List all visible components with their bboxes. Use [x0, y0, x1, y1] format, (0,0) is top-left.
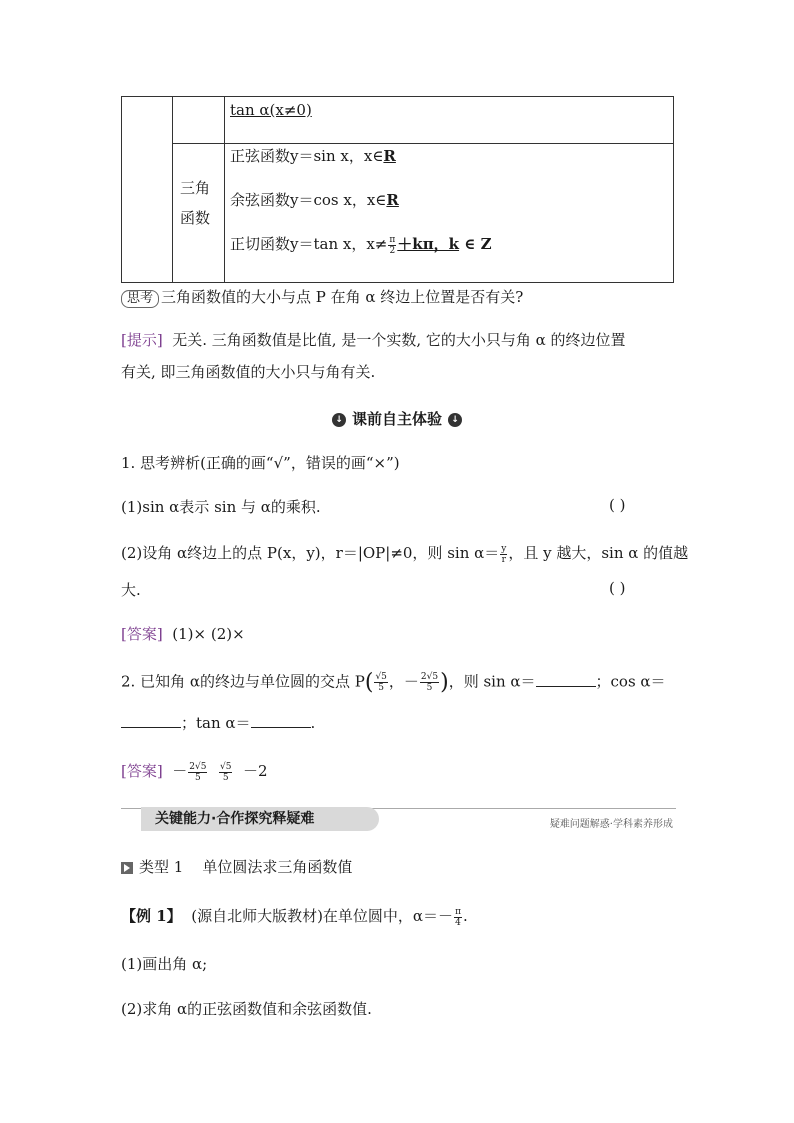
cos-blank[interactable] — [121, 713, 181, 728]
sin-domain: R — [383, 147, 396, 165]
q1-item2-cont: 大. — [121, 581, 141, 599]
table-col-divider-1 — [172, 97, 173, 282]
answer-label: [答案] — [121, 762, 163, 780]
think-question: 思考 三角函数值的大小与点 P 在角 α 终边上位置是否有关? — [121, 286, 523, 308]
example-1: 【例 1】 (源自北师大版教材)在单位圆中，α＝－ $\frac{\pi}{4}$ . — [121, 906, 468, 928]
table-col-divider-2 — [224, 97, 225, 282]
type-heading: 类型 1 单位圆法求三角函数值 — [121, 856, 352, 877]
answer-paren-2: ( ) — [609, 579, 626, 597]
tan-function-row: 正切函数y＝tan x，x≠ $\frac{\pi}{2}$ ＋kπ，k ∈ Z — [230, 234, 492, 256]
q2-line1: 2. 已知角 α的终边与单位圆的交点 P( $\frac{√5}{5}$ ，－ $\frac{2√5}{5}$ )，则 sin α＝ ；cos α＝ — [121, 670, 666, 695]
play-triangle-icon — [121, 862, 133, 874]
tan-domain: ＋kπ，k — [397, 235, 460, 253]
sin-blank[interactable] — [536, 672, 596, 687]
answer-1-fraction: $\frac{2√5}{5}$ — [189, 761, 207, 783]
think-badge: 思考 — [121, 290, 159, 308]
pi-over-4-fraction: $\frac{\pi}{4}$ — [455, 906, 461, 928]
answer-label: [答案] — [121, 625, 163, 643]
chapter-banner: 关键能力·合作探究释疑难 — [141, 807, 379, 831]
table-label-line1: 三角 — [180, 179, 211, 197]
sin-text: 正弦函数y＝sin x，x∈ — [230, 147, 384, 165]
example-1-item1: (1)画出角 α; — [121, 955, 208, 973]
tan-text: 正切函数y＝tan x，x≠ — [230, 235, 388, 253]
q2-line2: ；tan α＝ . — [121, 712, 315, 733]
q1-title: 1. 思考辨析(正确的画“√”，错误的画“×”) — [121, 454, 400, 472]
point-x-fraction: $\frac{√5}{5}$ — [375, 672, 387, 693]
example-label: 【例 1】 — [121, 907, 182, 925]
q1-item2: (2)设角 α终边上的点 P(x，y)，r＝|OP|≠0，则 sin α＝ $\frac{y}{r}$ ，且 y 越大，sin α 的值越 — [121, 543, 689, 565]
tan-fraction: $\frac{\pi}{2}$ — [389, 234, 396, 256]
q1-item1: (1)sin α表示 sin 与 α的乘积. — [121, 498, 321, 516]
cos-function-row — [230, 189, 399, 210]
answer-paren-1: ( ) — [609, 496, 626, 514]
section-heading: ↓ 课前自主体验 ↓ — [0, 408, 794, 429]
cos-text: 余弦函数y＝cos x，x∈ — [230, 191, 387, 209]
point-y-fraction: $\frac{2√5}{5}$ — [420, 672, 439, 693]
arrow-down-icon: ↓ — [448, 413, 462, 427]
banner-subtitle: 疑难问题解惑·学科素养形成 — [549, 819, 673, 830]
hint-label: [提示] — [121, 331, 163, 349]
example-1-item2: (2)求角 α的正弦函数值和余弦函数值. — [121, 1000, 372, 1018]
answer-2-fraction: $\frac{√5}{5}$ — [220, 761, 232, 783]
table-label-line2: 函数 — [180, 209, 211, 227]
cos-domain: R — [386, 191, 399, 209]
q2-answer: [答案] － $\frac{2√5}{5}$ $\frac{√5}{5}$ －2 — [121, 761, 268, 783]
tan-blank[interactable] — [251, 713, 311, 728]
definition-table — [121, 96, 674, 283]
arrow-down-icon: ↓ — [332, 413, 346, 427]
y-over-r-fraction: $\frac{y}{r}$ — [501, 543, 507, 565]
sin-function-row — [230, 145, 396, 166]
q1-answer: [答案] (1)× (2)× — [121, 625, 245, 643]
table-row-divider — [172, 143, 673, 144]
hint-line-1: [提示] 无关. 三角函数值是比值, 是一个实数, 它的大小只与角 α 的终边位置 — [121, 331, 626, 349]
table-tan-cell: tan α(x≠0) — [230, 101, 312, 119]
hint-line-2: 有关, 即三角函数值的大小只与角有关. — [121, 363, 376, 381]
